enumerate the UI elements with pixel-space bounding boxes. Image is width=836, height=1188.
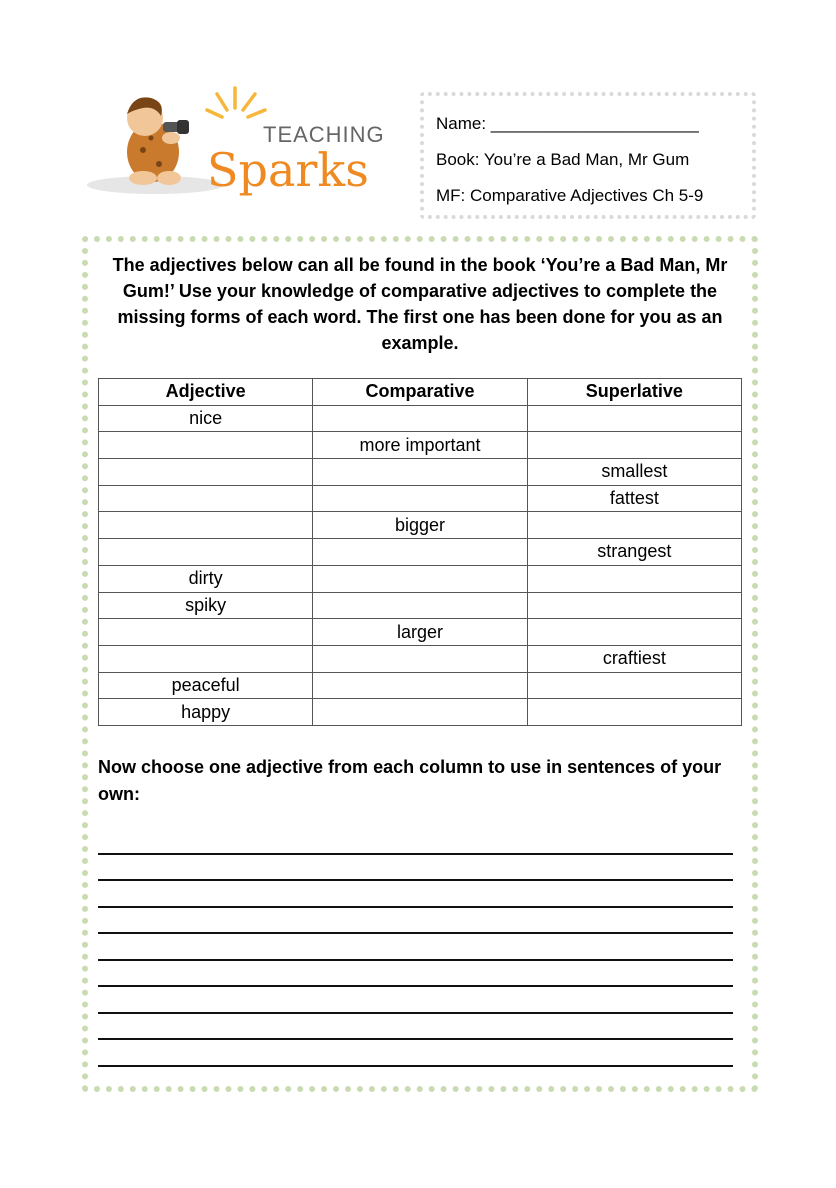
writing-line[interactable]: [98, 961, 733, 988]
writing-line[interactable]: [98, 855, 733, 882]
comparative-cell[interactable]: [313, 405, 527, 432]
writing-lines: [98, 828, 733, 1067]
comparative-cell[interactable]: [313, 645, 527, 672]
sentence-prompt: Now choose one adjective from each column to use in sentences of your own:: [98, 757, 722, 804]
comparative-cell[interactable]: more important: [313, 432, 527, 459]
student-info-box: [420, 92, 756, 219]
instructions: The adjectives below can all be found in the book ‘You’re a Bad Man, Mr Gum!’ Use your knowledge of comparative adjectives to complete the missing forms of each word. The first one has been done for you as an example.: [112, 255, 728, 353]
adjective-cell[interactable]: [99, 645, 313, 672]
comparative-cell[interactable]: [313, 539, 527, 566]
superlative-cell[interactable]: [527, 565, 741, 592]
adjective-table: [98, 378, 742, 726]
adjective-cell[interactable]: happy: [99, 699, 313, 726]
adjective-cell[interactable]: nice: [99, 405, 313, 432]
table-row: [99, 592, 742, 619]
header-superlative: Superlative: [527, 379, 741, 406]
table-row: [99, 539, 742, 566]
table-row: [99, 672, 742, 699]
worksheet-box: [82, 236, 758, 1092]
logo-text-teaching: TEACHING: [263, 122, 385, 147]
superlative-cell[interactable]: [527, 672, 741, 699]
adjective-cell[interactable]: [99, 432, 313, 459]
comparative-cell[interactable]: [313, 592, 527, 619]
adjective-cell[interactable]: [99, 485, 313, 512]
table-row: [99, 485, 742, 512]
writing-line[interactable]: [98, 934, 733, 961]
header-adjective: Adjective: [99, 379, 313, 406]
comparative-cell[interactable]: [313, 459, 527, 486]
superlative-cell[interactable]: craftiest: [527, 645, 741, 672]
superlative-cell[interactable]: [527, 619, 741, 646]
superlative-cell[interactable]: [527, 432, 741, 459]
superlative-cell[interactable]: fattest: [527, 485, 741, 512]
table-row: [99, 699, 742, 726]
header-comparative: Comparative: [313, 379, 527, 406]
table-row: [99, 459, 742, 486]
table-header-row: [99, 379, 742, 406]
adjective-cell[interactable]: [99, 512, 313, 539]
superlative-cell[interactable]: smallest: [527, 459, 741, 486]
adjective-cell[interactable]: spiky: [99, 592, 313, 619]
adjective-cell[interactable]: [99, 459, 313, 486]
name-line[interactable]: Name: ______________________: [436, 114, 699, 133]
adjective-cell[interactable]: [99, 619, 313, 646]
comparative-cell[interactable]: [313, 565, 527, 592]
comparative-cell[interactable]: [313, 485, 527, 512]
comparative-cell[interactable]: [313, 699, 527, 726]
comparative-cell[interactable]: larger: [313, 619, 527, 646]
writing-line[interactable]: [98, 1014, 733, 1041]
table-row: [99, 645, 742, 672]
writing-line[interactable]: [98, 908, 733, 935]
adjective-cell[interactable]: [99, 539, 313, 566]
writing-line[interactable]: [98, 1040, 733, 1067]
superlative-cell[interactable]: [527, 699, 741, 726]
logo-text-sparks: Sparks: [207, 143, 369, 197]
writing-line[interactable]: [98, 881, 733, 908]
logo-graphic: [85, 80, 405, 205]
comparative-cell[interactable]: bigger: [313, 512, 527, 539]
superlative-cell[interactable]: strangest: [527, 539, 741, 566]
adjective-cell[interactable]: dirty: [99, 565, 313, 592]
superlative-cell[interactable]: [527, 512, 741, 539]
adjective-cell[interactable]: peaceful: [99, 672, 313, 699]
table-row: [99, 512, 742, 539]
table-row: [99, 565, 742, 592]
writing-line[interactable]: [98, 828, 733, 855]
superlative-cell[interactable]: [527, 592, 741, 619]
mf-line: MF: Comparative Adjectives Ch 5-9: [436, 186, 704, 205]
table-row: [99, 619, 742, 646]
superlative-cell[interactable]: [527, 405, 741, 432]
comparative-cell[interactable]: [313, 672, 527, 699]
book-line: Book: You’re a Bad Man, Mr Gum: [436, 150, 690, 169]
teaching-sparks-logo: [85, 80, 405, 205]
table-row: [99, 432, 742, 459]
table-row: [99, 405, 742, 432]
writing-line[interactable]: [98, 987, 733, 1014]
